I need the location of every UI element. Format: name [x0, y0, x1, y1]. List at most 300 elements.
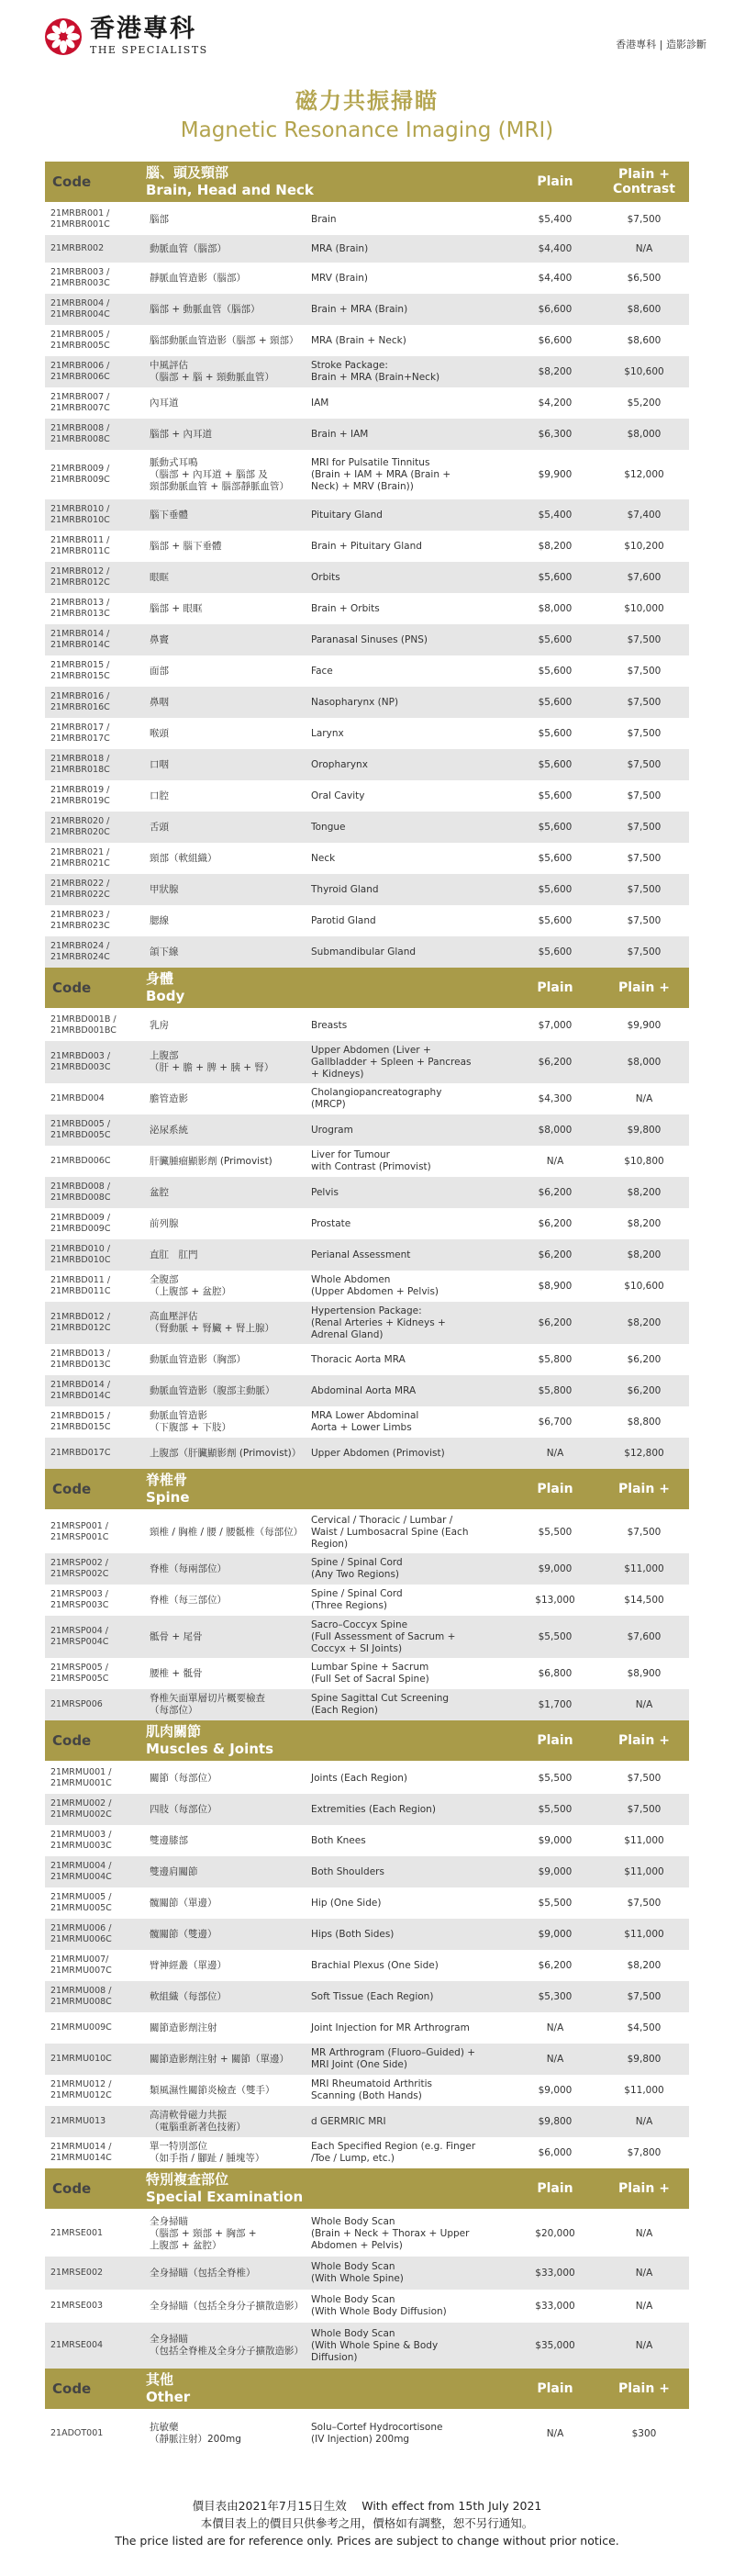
- cell-description-zh: 泌尿系統: [150, 1124, 188, 1136]
- cell-code: 21MRBD008 / 21MRBD008C: [50, 1182, 111, 1203]
- table-row: [45, 1208, 689, 1239]
- cell-price-contrast: $11,000: [624, 1866, 664, 1877]
- cell-price-contrast: N/A: [635, 243, 653, 254]
- cell-price-plain: $8,000: [538, 1125, 573, 1136]
- cell-description-zh: 髖關節（雙邊）: [150, 1928, 217, 1940]
- cell-price-contrast: $7,500: [627, 915, 662, 926]
- cell-description-zh: 腦部 + 眼眶: [150, 602, 203, 614]
- table-row: [45, 419, 689, 450]
- cell-price-contrast: N/A: [635, 1699, 653, 1710]
- cell-price-contrast: N/A: [635, 2340, 653, 2351]
- cell-price-plain: $8,000: [538, 603, 573, 614]
- cell-price-plain: $6,200: [538, 1218, 573, 1229]
- column-header-contrast: Plain +: [618, 1482, 670, 1496]
- footer: [0, 2497, 734, 2549]
- table-row: [45, 593, 689, 624]
- cell-description-en: Larynx: [311, 727, 344, 739]
- column-header-code: Code: [52, 2380, 92, 2397]
- column-header-contrast: Plain +: [618, 2381, 670, 2396]
- footer-notice-zh: 本價目表上的價目只供參考之用，價格如有調整，恕不另行通知。: [200, 2516, 534, 2530]
- cell-code: 21MRMU014 / 21MRMU014C: [50, 2142, 112, 2163]
- cell-price-plain: $20,000: [535, 2228, 575, 2239]
- cell-price-plain: $5,600: [538, 666, 573, 677]
- table-row: [45, 1406, 689, 1438]
- cell-description-en: Hypertension Package: (Renal Arteries + Kidneys + Adrenal Gland): [311, 1305, 446, 1340]
- cell-price-contrast: N/A: [635, 1093, 653, 1104]
- header-department: 香港專科 | 造影診斷: [616, 39, 706, 50]
- cell-description-zh: 腦下垂體: [150, 509, 188, 521]
- cell-description-en: MRA (Brain + Neck): [311, 334, 406, 346]
- column-header-plain: Plain: [537, 174, 573, 189]
- cell-price-plain: $5,600: [538, 697, 573, 708]
- table-row: [45, 499, 689, 531]
- cell-description-zh: 全身掃瞄（包括全身分子擴散造影）: [150, 2300, 304, 2312]
- cell-price-contrast: $7,600: [627, 572, 662, 583]
- cell-description-zh: 高清軟骨磁力共振 （電腦重新著色技術）: [150, 2110, 246, 2133]
- cell-price-plain: $5,600: [538, 946, 573, 958]
- logo-emblem-icon: [44, 17, 83, 56]
- cell-description-en: d GERMRIC MRI: [311, 2115, 386, 2127]
- cell-description-en: Whole Body Scan (With Whole Spine): [311, 2261, 404, 2284]
- table-row: [45, 1981, 689, 2012]
- cell-price-plain: $5,600: [538, 853, 573, 864]
- table-row: [45, 562, 689, 593]
- table-row: [45, 2137, 689, 2168]
- cell-price-plain: N/A: [546, 1448, 564, 1459]
- cell-price-contrast: $7,500: [627, 214, 662, 225]
- table-row: [45, 936, 689, 968]
- cell-price-contrast: $14,500: [624, 1595, 664, 1606]
- cell-price-contrast: $4,500: [627, 2022, 662, 2033]
- table-row: [45, 2290, 689, 2323]
- cell-code: 21MRMU002 / 21MRMU002C: [50, 1798, 112, 1820]
- cell-price-contrast: $11,000: [624, 1835, 664, 1846]
- section-rows: [45, 1511, 689, 1720]
- cell-description-zh: 內耳道: [150, 397, 179, 409]
- cell-code: 21MRBR007 / 21MRBR007C: [50, 392, 110, 413]
- cell-description-en: Soft Tissue (Each Region): [311, 1990, 434, 2002]
- cell-description-en: Joint Injection for MR Arthrogram: [311, 2022, 470, 2033]
- column-header-plain: Plain: [537, 2181, 573, 2196]
- cell-price-contrast: $8,200: [627, 1317, 662, 1328]
- cell-description-zh: 單一特別部位 （如手指 / 腳趾 / 腫塊等）: [150, 2141, 265, 2164]
- cell-code: 21MRMU004 / 21MRMU004C: [50, 1861, 112, 1882]
- cell-price-contrast: N/A: [635, 2301, 653, 2312]
- cell-description-en: Cervical / Thoracic / Lumbar / Waist / Lumbosacral Spine (Each Region): [311, 1514, 469, 1550]
- cell-description-en: Sacro–Coccyx Spine (Full Assessment of Sacrum + Coccyx + SI Joints): [311, 1618, 456, 1654]
- section-rows: [45, 204, 689, 968]
- cell-price-plain: $9,000: [538, 1563, 573, 1574]
- column-header-contrast: Plain + Contrast: [613, 167, 675, 196]
- cell-description-zh: 關節（每部位）: [150, 1772, 217, 1784]
- cell-price-contrast: $8,900: [627, 1668, 662, 1679]
- cell-description-zh: 直肛 肛門: [150, 1249, 198, 1260]
- cell-description-zh: 口腔: [150, 790, 169, 801]
- cell-description-zh: 腮線: [150, 914, 169, 926]
- cell-price-plain: $6,200: [538, 1249, 573, 1260]
- header: [0, 0, 734, 73]
- cell-price-plain: $1,700: [538, 1699, 573, 1710]
- cell-description-zh: 全身掃瞄 （腦部 + 頸部 + 胸部 + 上腹部 + 盆腔）: [150, 2215, 257, 2251]
- cell-code: 21MRBR019 / 21MRBR019C: [50, 785, 110, 806]
- column-header-contrast: Plain +: [618, 2181, 670, 2196]
- cell-description-en: Extremities (Each Region): [311, 1803, 436, 1815]
- column-header-code: Code: [52, 980, 92, 996]
- cell-description-zh: 腦部 + 腦下垂體: [150, 540, 222, 552]
- table-row: [45, 2106, 689, 2137]
- cell-code: 21MRBD009 / 21MRBD009C: [50, 1213, 111, 1234]
- page-title-en: Magnetic Resonance Imaging (MRI): [180, 118, 554, 142]
- cell-code: 21MRSP003 / 21MRSP003C: [50, 1589, 109, 1610]
- cell-price-contrast: $7,500: [627, 697, 662, 708]
- table-row: [45, 1114, 689, 1146]
- cell-price-plain: $8,200: [538, 541, 573, 552]
- section-title: [146, 970, 458, 1005]
- cell-price-contrast: $11,000: [624, 1563, 664, 1574]
- cell-price-plain: $9,800: [538, 2116, 573, 2127]
- table-row: [45, 1856, 689, 1887]
- cell-description-en: Brain + Orbits: [311, 602, 380, 614]
- cell-code: 21MRBR010 / 21MRBR010C: [50, 504, 110, 525]
- cell-price-plain: $33,000: [535, 2301, 575, 2312]
- cell-price-contrast: $8,600: [627, 335, 662, 346]
- section-title-en: Muscles & Joints: [146, 1741, 273, 1757]
- cell-price-plain: $6,200: [538, 1960, 573, 1971]
- cell-price-plain: $6,200: [538, 1057, 573, 1068]
- cell-price-plain: $5,500: [538, 1631, 573, 1642]
- cell-code: 21MRBD014 / 21MRBD014C: [50, 1380, 111, 1401]
- section-header: [45, 2168, 689, 2211]
- cell-description-en: MRA Lower Abdominal Aorta + Lower Limbs: [311, 1410, 419, 1433]
- section-rows: [45, 2411, 689, 2457]
- cell-price-contrast: $5,200: [627, 398, 662, 409]
- cell-description-en: Face: [311, 665, 333, 677]
- cell-description-en: Solu–Cortef Hydrocortisone (IV Injection) 200mg: [311, 2422, 443, 2445]
- cell-description-en: MR Arthrogram (Fluoro–Guided) + MRI Joint (One Side): [311, 2047, 476, 2070]
- cell-description-en: Paranasal Sinuses (PNS): [311, 633, 428, 645]
- table-row: [45, 1658, 689, 1689]
- section-title-zh: 肌肉關節: [146, 1723, 202, 1740]
- table-row: [45, 325, 689, 356]
- cell-price-contrast: $6,500: [627, 273, 662, 284]
- cell-price-plain: $33,000: [535, 2268, 575, 2279]
- table-row: [45, 749, 689, 780]
- section-header: [45, 2369, 689, 2411]
- cell-price-plain: $5,500: [538, 1804, 573, 1815]
- cell-price-contrast: $8,200: [627, 1960, 662, 1971]
- cell-description-en: Brachial Plexus (One Side): [311, 1959, 439, 1971]
- table-row: [45, 1146, 689, 1177]
- cell-description-en: Stroke Package: Brain + MRA (Brain+Neck): [311, 360, 440, 383]
- cell-description-en: Parotid Gland: [311, 914, 376, 926]
- cell-description-zh: 腦部 + 內耳道: [150, 428, 212, 440]
- cell-price-contrast: $7,500: [627, 1773, 662, 1784]
- section-title-en: Special Examination: [146, 2189, 304, 2205]
- cell-price-plain: $6,200: [538, 1317, 573, 1328]
- cell-price-contrast: $9,900: [627, 1020, 662, 1031]
- cell-price-plain: $5,500: [538, 1527, 573, 1538]
- column-header-contrast: Plain +: [618, 1733, 670, 1748]
- cell-price-contrast: $10,800: [624, 1156, 664, 1167]
- cell-code: 21MRBR020 / 21MRBR020C: [50, 816, 110, 837]
- cell-code: 21MRBR001 / 21MRBR001C: [50, 208, 110, 230]
- cell-price-contrast: N/A: [635, 2268, 653, 2279]
- cell-code: 21MRMU009C: [50, 2022, 112, 2033]
- table-row: [45, 812, 689, 843]
- cell-code: 21MRBD017C: [50, 1448, 111, 1458]
- cell-code: 21MRBR013 / 21MRBR013C: [50, 598, 110, 619]
- cell-description-zh: 高血壓評估 （腎動脈 + 腎臟 + 腎上腺）: [150, 1311, 274, 1334]
- cell-price-plain: $5,500: [538, 1898, 573, 1909]
- cell-description-zh: 舌頭: [150, 821, 169, 833]
- table-row: [45, 387, 689, 419]
- section-rows: [45, 1763, 689, 2168]
- cell-price-contrast: $6,200: [627, 1354, 662, 1365]
- cell-price-plain: $5,600: [538, 572, 573, 583]
- cell-description-en: Nasopharynx (NP): [311, 696, 399, 708]
- table-row: [45, 531, 689, 562]
- cell-code: 21MRBR021 / 21MRBR021C: [50, 847, 110, 868]
- section-title-zh: 脊椎骨: [146, 1472, 188, 1488]
- table-row: [45, 655, 689, 687]
- cell-code: 21MRBD006C: [50, 1156, 111, 1166]
- column-header-code: Code: [52, 2180, 92, 2197]
- cell-price-contrast: $7,400: [627, 510, 662, 521]
- cell-code: 21MRMU006 / 21MRMU006C: [50, 1923, 112, 1944]
- cell-description-en: Liver for Tumour with Contrast (Primovist): [311, 1149, 431, 1172]
- cell-code: 21MRBR003 / 21MRBR003C: [50, 267, 110, 288]
- table-row: [45, 1887, 689, 1919]
- section-title-zh: 特別複查部位: [146, 2171, 229, 2188]
- column-header-plain: Plain: [537, 1733, 573, 1748]
- cell-description-zh: 頸椎 / 胸椎 / 腰 / 腰骶椎（每部位）: [150, 1526, 304, 1538]
- table-row: [45, 1041, 689, 1083]
- cell-price-contrast: $7,500: [627, 759, 662, 770]
- cell-price-plain: $5,600: [538, 822, 573, 833]
- cell-code: 21MRBR014 / 21MRBR014C: [50, 629, 110, 650]
- cell-description-en: Pelvis: [311, 1186, 339, 1198]
- cell-code: 21MRMU010C: [50, 2054, 112, 2064]
- cell-description-en: MRV (Brain): [311, 272, 369, 284]
- footer-effective-date: 價目表由2021年7月15日生效 With effect from 15th July 2021: [192, 2499, 542, 2513]
- cell-description-en: Each Specified Region (e.g. Finger /Toe / Lump, etc.): [311, 2141, 476, 2164]
- section-title-en: Other: [146, 2389, 191, 2405]
- cell-code: 21MRBD011 / 21MRBD011C: [50, 1275, 111, 1296]
- cell-price-contrast: $7,500: [627, 666, 662, 677]
- cell-price-plain: $6,700: [538, 1417, 573, 1428]
- table-row: [45, 263, 689, 294]
- price-table: [45, 162, 689, 2457]
- cell-price-contrast: $7,500: [627, 1898, 662, 1909]
- cell-code: 21MRBD015 / 21MRBD015C: [50, 1411, 111, 1432]
- cell-price-plain: $8,200: [538, 366, 573, 377]
- cell-price-contrast: $8,000: [627, 1057, 662, 1068]
- cell-description-en: Whole Body Scan (With Whole Spine & Body Diffusion): [311, 2327, 439, 2363]
- cell-description-zh: 頸部（軟組織）: [150, 852, 217, 864]
- cell-code: 21MRSE004: [50, 2340, 104, 2350]
- cell-description-en: Oropharynx: [311, 758, 368, 770]
- section-title-zh: 腦、頭及頸部: [146, 164, 229, 181]
- cell-description-en: Thoracic Aorta MRA: [311, 1353, 406, 1365]
- cell-price-contrast: $7,500: [627, 853, 662, 864]
- cell-description-zh: 軟組織（每部位）: [150, 1990, 227, 2002]
- cell-code: 21MRSP004 / 21MRSP004C: [50, 1626, 109, 1647]
- cell-price-contrast: $10,200: [624, 541, 664, 552]
- table-row: [45, 356, 689, 387]
- cell-price-plain: $6,600: [538, 335, 573, 346]
- cell-price-contrast: $300: [631, 2428, 657, 2439]
- cell-price-contrast: $7,500: [627, 1804, 662, 1815]
- cell-code: 21MRMU005 / 21MRMU005C: [50, 1892, 112, 1913]
- cell-code: 21MRSP006: [50, 1699, 103, 1709]
- cell-description-en: Joints (Each Region): [311, 1772, 407, 1784]
- cell-price-plain: $9,000: [538, 1866, 573, 1877]
- cell-description-zh: 動脈血管造影（胸部）: [150, 1353, 246, 1365]
- cell-price-plain: $9,000: [538, 2085, 573, 2096]
- table-row: [45, 1010, 689, 1041]
- table-row: [45, 2012, 689, 2044]
- cell-description-zh: 關節造影劑注射: [150, 2022, 217, 2033]
- cell-description-zh: 抗敏藥 （靜脈注射）200mg: [150, 2422, 241, 2445]
- cell-price-contrast: $7,500: [627, 634, 662, 645]
- cell-price-contrast: N/A: [635, 2116, 653, 2127]
- cell-price-plain: $6,000: [538, 2147, 573, 2158]
- cell-description-zh: 脊椎矢面單層切片概要檢查 （每部位）: [150, 1693, 265, 1716]
- table-row: [45, 1344, 689, 1375]
- cell-code: 21MRBR012 / 21MRBR012C: [50, 566, 110, 588]
- cell-description-en: Both Knees: [311, 1834, 366, 1846]
- cell-description-zh: 面部: [150, 665, 169, 677]
- cell-code: 21MRMU008 / 21MRMU008C: [50, 1986, 112, 2007]
- cell-description-zh: 上腹部 （肝 + 膽 + 脾 + 胰 + 腎）: [150, 1050, 274, 1073]
- page-titles: [0, 83, 734, 156]
- cell-description-en: Both Shoulders: [311, 1865, 384, 1877]
- cell-description-zh: 類風濕性關節炎檢查（雙手）: [150, 2084, 275, 2096]
- cell-description-en: Lumbar Spine + Sacrum (Full Set of Sacral Spine): [311, 1662, 429, 1685]
- cell-price-plain: N/A: [546, 1156, 564, 1167]
- cell-description-en: Pituitary Gland: [311, 509, 383, 521]
- section-title: [146, 1723, 458, 1758]
- cell-description-zh: 髖關節（單邊）: [150, 1897, 217, 1909]
- table-row: [45, 1375, 689, 1406]
- cell-price-plain: $5,600: [538, 759, 573, 770]
- cell-description-en: MRI Rheumatoid Arthritis Scanning (Both Hands): [311, 2078, 432, 2101]
- cell-description-en: Breasts: [311, 1019, 348, 1031]
- cell-description-en: Prostate: [311, 1217, 351, 1229]
- cell-code: 21MRSE002: [50, 2268, 104, 2278]
- cell-description-en: Spine Sagittal Cut Screening (Each Region): [311, 1693, 450, 1716]
- section-title-en: Spine: [146, 1489, 190, 1506]
- cell-code: 21MRMU013: [50, 2116, 106, 2126]
- cell-price-contrast: $10,600: [624, 366, 664, 377]
- cell-description-zh: 中風評估 （腦部 + 腦 + 頸動脈血管）: [150, 360, 274, 383]
- table-row: [45, 1438, 689, 1469]
- cell-description-en: Abdominal Aorta MRA: [311, 1384, 417, 1396]
- cell-price-contrast: $7,600: [627, 1631, 662, 1642]
- cell-code: 21MRBR016 / 21MRBR016C: [50, 691, 110, 712]
- column-header-plain: Plain: [537, 2381, 573, 2396]
- cell-description-zh: 前列腺: [150, 1217, 179, 1229]
- cell-description-zh: 甲狀腺: [150, 883, 179, 895]
- footer-notice-en: The price listed are for reference only. Prices are subject to change without prior notice.: [115, 2534, 619, 2548]
- cell-price-plain: $5,300: [538, 1991, 573, 2002]
- cell-code: 21MRBR005 / 21MRBR005C: [50, 330, 110, 351]
- table-row: [45, 204, 689, 235]
- cell-price-plain: $5,600: [538, 728, 573, 739]
- cell-description-en: Urogram: [311, 1124, 353, 1136]
- section-header: [45, 968, 689, 1010]
- cell-price-contrast: $8,000: [627, 429, 662, 440]
- table-row: [45, 624, 689, 655]
- cell-code: 21MRMU001 / 21MRMU001C: [50, 1767, 112, 1788]
- cell-description-zh: 上腹部（肝臟顯影劑 (Primovist)）: [150, 1447, 302, 1459]
- cell-description-en: Spine / Spinal Cord (Three Regions): [311, 1588, 403, 1611]
- cell-description-en: Tongue: [311, 821, 346, 833]
- table-row: [45, 450, 689, 499]
- cell-code: 21MRBD013 / 21MRBD013C: [50, 1349, 111, 1370]
- cell-price-plain: $5,500: [538, 1773, 573, 1784]
- table-row: [45, 1763, 689, 1794]
- table-row: [45, 1825, 689, 1856]
- cell-price-plain: $7,000: [538, 1020, 573, 1031]
- cell-code: 21MRBR022 / 21MRBR022C: [50, 879, 110, 900]
- column-header-plain: Plain: [537, 1482, 573, 1496]
- cell-price-contrast: $7,500: [627, 946, 662, 958]
- cell-code: 21MRBR008 / 21MRBR008C: [50, 423, 110, 444]
- cell-description-en: Oral Cavity: [311, 790, 365, 801]
- cell-description-en: Hips (Both Sides): [311, 1928, 395, 1940]
- cell-description-zh: 骶骨 + 尾骨: [150, 1630, 203, 1642]
- cell-description-zh: 盆腔: [150, 1186, 169, 1198]
- cell-description-en: Whole Body Scan (Brain + Neck + Thorax + Upper Abdomen + Pelvis): [311, 2215, 470, 2251]
- cell-price-contrast: $7,500: [627, 884, 662, 895]
- cell-code: 21MRMU003 / 21MRMU003C: [50, 1830, 112, 1851]
- logo-text-zh: 香港專科: [90, 15, 196, 43]
- section-header: [45, 162, 689, 204]
- cell-price-contrast: $11,000: [624, 1929, 664, 1940]
- table-row: [45, 1177, 689, 1208]
- cell-price-plain: $9,900: [538, 469, 573, 480]
- cell-code: 21MRBR023 / 21MRBR023C: [50, 910, 110, 931]
- cell-description-en: Orbits: [311, 571, 340, 583]
- table-row: [45, 1919, 689, 1950]
- cell-price-contrast: $7,500: [627, 728, 662, 739]
- cell-code: 21MRBR011 / 21MRBR011C: [50, 535, 110, 556]
- cell-price-contrast: $12,000: [624, 469, 664, 480]
- cell-code: 21MRSP001 / 21MRSP001C: [50, 1521, 109, 1542]
- cell-price-plain: $5,600: [538, 634, 573, 645]
- cell-price-plain: $5,400: [538, 214, 573, 225]
- cell-price-contrast: $8,200: [627, 1218, 662, 1229]
- cell-price-contrast: $8,200: [627, 1187, 662, 1198]
- logo[interactable]: [44, 17, 208, 56]
- cell-price-plain: $5,600: [538, 884, 573, 895]
- cell-price-plain: $8,900: [538, 1281, 573, 1292]
- cell-description-en: MRI for Pulsatile Tinnitus (Brain + IAM + MRA (Brain + Neck) + MRV (Brain)): [311, 456, 451, 492]
- cell-price-plain: $13,000: [535, 1595, 575, 1606]
- cell-price-plain: $5,400: [538, 510, 573, 521]
- cell-price-plain: $4,400: [538, 273, 573, 284]
- cell-description-zh: 鼻竇: [150, 633, 169, 645]
- table-row: [45, 2075, 689, 2106]
- cell-code: 21MRBR009 / 21MRBR009C: [50, 464, 110, 485]
- table-row: [45, 1553, 689, 1585]
- cell-code: 21MRBR002: [50, 243, 105, 253]
- table-row: [45, 1950, 689, 1981]
- cell-description-en: Whole Body Scan (With Whole Body Diffusion): [311, 2294, 447, 2317]
- cell-price-contrast: $12,800: [624, 1448, 664, 1459]
- cell-price-plain: $6,600: [538, 304, 573, 315]
